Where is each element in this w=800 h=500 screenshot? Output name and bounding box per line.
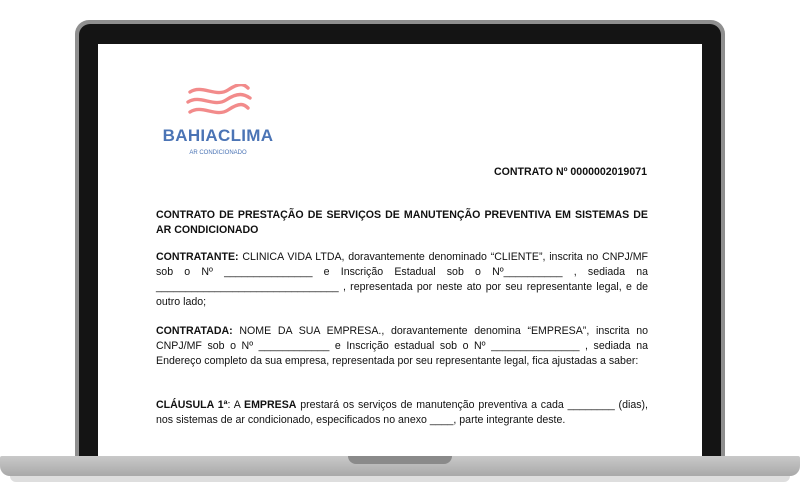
clausula-1-paragraph <box>156 398 648 428</box>
clausula-1-text-a: : A <box>227 399 245 411</box>
clausula-1-empresa: EMPRESA <box>244 399 297 411</box>
contratante-paragraph <box>156 250 648 310</box>
wave-logo-icon <box>182 84 254 124</box>
company-logo <box>156 84 280 160</box>
contratante-label: CONTRATANTE: <box>156 251 239 263</box>
laptop-shadow <box>10 476 790 482</box>
contratada-paragraph <box>156 324 648 369</box>
clausula-1-text-b: prestará os serviços de manutenção preventiva a cada ________ (dias), nos sistemas de ar condicionado, especificados no anexo ____, parte integrante deste. <box>156 399 648 426</box>
document-title: CONTRATO DE PRESTAÇÃO DE SERVIÇOS DE MANUTENÇÃO PREVENTIVA EM SISTEMAS DE AR CONDICIONADO <box>156 209 648 236</box>
logo-name: BAHIACLIMA <box>162 126 274 145</box>
laptop-base-notch <box>348 456 452 464</box>
logo-subtitle: AR CONDICIONADO <box>189 150 247 156</box>
contract-number: CONTRATO Nº 0000002019071 <box>493 166 647 178</box>
contratada-text: NOME DA SUA EMPRESA., doravantemente denomina “EMPRESA”, inscrita no CNPJ/MF sob o Nº ____________ e Inscrição estadual sob o Nº _______________ , sediada na Endereço completo da sua empresa, representada por seu representante legal, fica ajustadas a saber: <box>156 325 648 367</box>
contratada-label: CONTRATADA: <box>156 325 233 337</box>
document-page <box>98 44 702 456</box>
clausula-1-label: CLÁUSULA 1ª <box>156 399 228 411</box>
contratante-text: CLINICA VIDA LTDA, doravantemente denominado “CLIENTE”, inscrita no CNPJ/MF sob o Nº _______________ e Inscrição Estadual sob o Nº__________ , sediada na _______________________________ , representada por neste ato por seu representante legal, e de outro lado; <box>156 251 648 308</box>
